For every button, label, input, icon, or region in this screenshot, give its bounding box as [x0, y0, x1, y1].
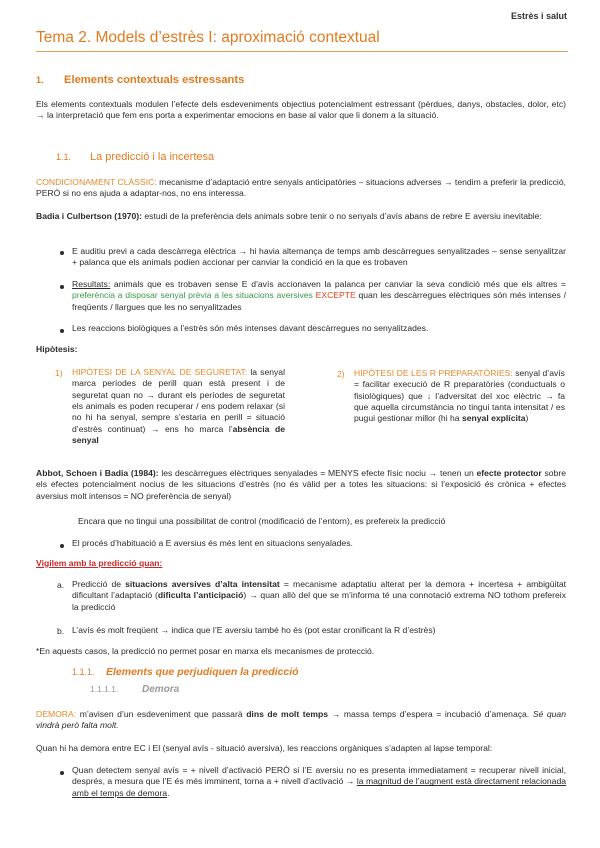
section-1-title: Elements contextuals estressants — [64, 74, 245, 86]
hyp1-label: HIPÒTESI DE LA SENYAL DE SEGURETAT: — [72, 367, 248, 377]
item-b-text: L’avís és molt freqüent → indica que l’E aversiu també ho és (pot estar cronificant la R d’estrès) — [72, 625, 436, 635]
hyp2-bold: senyal explícita — [461, 413, 526, 424]
section-1-intro: Els elements contextuals modulen l’efecte dels esdeveniments objectius potencialment estressant (pèrdues, danys, obstacles, dolor, etc) → la interpretació que fem ens porta a experimentar emocions en base al valor que li donem a la situació. — [36, 99, 566, 121]
results-text-b: quan les descàrregues elèctriques són més intenses / freqüents / llargues que les no senyalitzades — [72, 290, 566, 312]
item-a-label: a. — [57, 580, 65, 590]
results-label: Resultats: — [72, 279, 111, 289]
hyp1-number: 1) — [55, 368, 63, 378]
activation-underline: la magnitud de l’augment està directament relacionada amb el temps de demora — [72, 776, 567, 798]
hyp2-number: 2) — [337, 369, 345, 379]
hyp1-text: la senyal marca períodes de perill quan està present i de seguretat quan no → durant els períodes de seguretat els animals es poden recuperar / ens podem relaxar (si no hi ha senyal, sempre s’estaria en perill = situació d’estrès continuat) → ens ho marca l’ — [72, 367, 285, 434]
results-green: preferència a disposar senyal prèvia a les situacions aversives — [72, 290, 313, 301]
delay-adaptation-paragraph: Quan hi ha demora entre EC i El (senyal avís - situació aversiva), les reaccions orgàniques s’adapten al lapse temporal: — [36, 743, 493, 753]
item-a-bold-1: situacions aversives d’alta intensitat — [125, 579, 280, 589]
delay-text: m’avisen d’un esdeveniment que passarà — [76, 709, 247, 719]
activation-text: Quan detectem senyal avís = + nivell d’activació PERÒ si l’E aversiu no es presenta immediatament = recuperar nivell inicial, després, a mesura que l’E és més imminent, torna a + nivell d’activació → — [72, 765, 566, 787]
section-1-1-1-1-number: 1.1.1.1. — [90, 684, 119, 694]
hyp2-label: HIPÒTESI DE LES R PREPARATÒRIES: — [354, 368, 513, 378]
item-a-text-3: ) → quan allò del que se m’informa té una connotació extrema NO tothom prefereix la predicció — [72, 590, 567, 612]
section-1-heading — [36, 73, 244, 88]
hyp2-end: ) — [525, 413, 529, 424]
bullet-stimulus: E auditiu previ a cada descàrrega elèctrica → hi havia alternança de temps amb descàrregues senyalitzades – sense senyalitzar + palanca que els animals podien accionar per canviar la condició en la que es trobaven — [72, 246, 566, 268]
section-1-1-1-number: 1.1.1. — [72, 667, 95, 677]
bullet-dot — [60, 251, 64, 255]
results-text-a: animals que es trobaven sense E d’avís accionaven la palanca per canviar la seva condició més que els altres = — [110, 279, 566, 289]
hypothesis-safety-signal — [72, 367, 285, 446]
bullet-results — [72, 279, 566, 313]
section-1-1-1-1-heading — [90, 683, 179, 696]
section-1-1-title: La predicció i la incertesa — [90, 151, 215, 163]
section-1-number: 1. — [36, 75, 44, 85]
abbot-text-2: sobre els efectes potencialment nocius de les situacions d’estrès (no és vàlid per a totes les situacions: si l’exposició és crònica + efectes aversius molt intensos = NO preferència de senyal) — [36, 468, 566, 501]
abbot-label: Abbot, Schoen i Badia (1984): — [36, 468, 159, 478]
item-a-text — [72, 579, 566, 613]
bullet-activation — [72, 765, 566, 799]
delay-bold: dins de molt temps — [246, 709, 329, 719]
protection-note: *En aquests casos, la predicció no permet posar en marxa els mecanismes de protecció. — [36, 646, 375, 656]
bullet-biological: Les reaccions biològiques a l’estrès són més intenses davant descàrregues no senyalitzades. — [72, 323, 429, 333]
delay-text-2: → massa temps d’espera = incubació d’amenaça. — [328, 709, 533, 719]
abbot-paragraph — [36, 468, 566, 502]
section-1-1-1-1-title: Demora — [142, 684, 180, 695]
caution-heading: Vigilem amb la predicció quan: — [36, 558, 163, 568]
page-title: Tema 2. Models d’estrès I: aproximació contextual — [36, 28, 568, 52]
section-1-1-heading — [56, 150, 214, 165]
abbot-text: les descàrregues elèctriques senyalades = MENYS efecte físic nociu → tenen un — [158, 468, 477, 478]
bullet-dot — [60, 771, 64, 775]
delay-paragraph — [36, 709, 566, 732]
section-1-1-1-title: Elements que perjudiquen la predicció — [106, 666, 299, 678]
badia-label: Badia i Culbertson (1970): — [36, 211, 143, 221]
conditioning-text: mecanisme d’adaptació entre senyals anticipatòries – situacions adverses → tendim a preferir la predicció, PERÒ si no ens ajuda a adaptar-nos, no ens interessa. — [36, 177, 566, 199]
item-a-text-2: = mecanisme adaptatiu alterat per la demora + incertesa + ambigüitat dificultant l’adaptació ( — [72, 579, 566, 601]
conditioning-label: CONDICIONAMENT CLÀSSIC: — [36, 177, 157, 187]
abbot-bold: efecte protector — [476, 468, 542, 478]
item-b-label: b. — [57, 626, 65, 636]
results-except: EXCEPTE — [312, 290, 356, 301]
delay-label: DEMORA: — [36, 709, 77, 719]
delay-italic: Sé quan vindrà però falta molt. — [36, 709, 566, 731]
hyp1-bold: absència de senyal — [72, 423, 285, 446]
bullet-dot — [60, 329, 64, 333]
running-header: Estrès i salut — [510, 11, 567, 21]
bullet-habituation: El procés d’habituació a E aversius és més lent en situacions senyalades. — [72, 538, 353, 548]
hypotheses-label: Hipòtesis: — [36, 344, 78, 354]
hypothesis-preparatory — [354, 368, 565, 425]
section-1-1-1-heading — [72, 666, 299, 680]
badia-text: estudi de la preferència dels animals sobre tenir o no senyals d’avís abans de rebre E aversiu inevitable: — [142, 211, 542, 221]
conditioning-paragraph — [36, 177, 566, 200]
bullet-dot — [60, 544, 64, 548]
badia-paragraph — [36, 211, 566, 222]
abbot-indent-note: Encara que no tingui una possibilitat de control (modificació de l’entorn), es prefereix la predicció — [78, 516, 446, 526]
activation-end: . — [167, 787, 170, 798]
item-a-text-1: Predicció de — [72, 579, 126, 589]
hyp2-text: senyal d’avís = facilitar execució de R preparatòries (conductuals o fisiològiques) que ↓ l’adversitat del xoc elèctric → fa que aquella circumstància no tingui tanta intensitat / es pugui gestionar millor (hi ha — [354, 368, 565, 424]
section-1-1-number: 1.1. — [56, 152, 72, 162]
bullet-dot — [60, 285, 64, 289]
item-a-bold-2: dificulta l’anticipació — [157, 590, 244, 601]
